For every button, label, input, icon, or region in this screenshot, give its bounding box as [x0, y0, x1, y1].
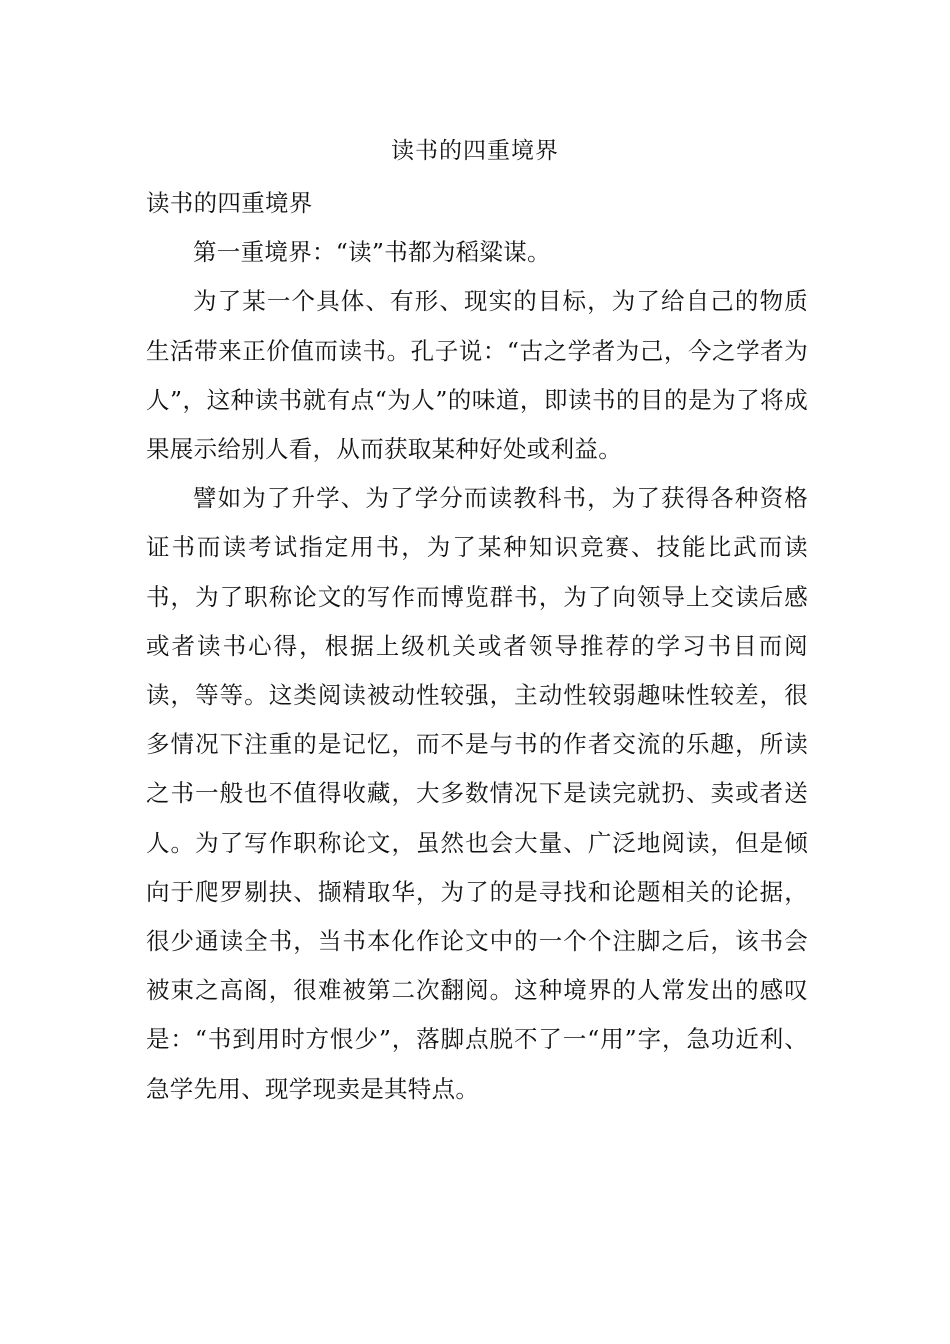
document-title: 读书的四重境界	[391, 138, 559, 164]
paragraph-examples: 譬如为了升学、为了学分而读教科书，为了获得各种资格证书而读考试指定用书，为了某种知识竞赛、技能比武而读书，为了职称论文的写作而博览群书，为了向领导上交读后感或者读书心得，根据上级机关或者领导推荐的学习书目而阅读，等等。这类阅读被动性较强，主动性较弱趣味性较差，很多情况下注重的是记忆，而不是与书的作者交流的乐趣，所读之书一般也不值得收藏，大多数情况下是读完就扔、卖或者送人。为了写作职称论文，虽然也会大量、广泛地阅读，但是倾向于爬罗剔抉、撷精取华，为了的是寻找和论题相关的论据，很少通读全书，当书本化作论文中的一个个注脚之后，该书会被束之高阁，很难被第二次翻阅。这种境界的人常发出的感叹是：“书到用时方恨少”，落脚点脱不了一“用”字，急功近利、急学先用、现学现卖是其特点。	[146, 484, 808, 1103]
section-heading: 读书的四重境界	[146, 189, 313, 217]
paragraph-first-realm-heading: 第一重境界：“读”书都为稻粱谋。	[193, 238, 551, 267]
paragraph-purpose: 为了某一个具体、有形、现实的目标，为了给自己的物质生活带来正价值而读书。孔子说：“古之学者为己，今之学者为人”，这种读书就有点“为人”的味道，即读书的目的是为了将成果展示给别人看，从而获取某种好处或利益。	[146, 287, 808, 464]
document-body	[146, 179, 808, 1114]
